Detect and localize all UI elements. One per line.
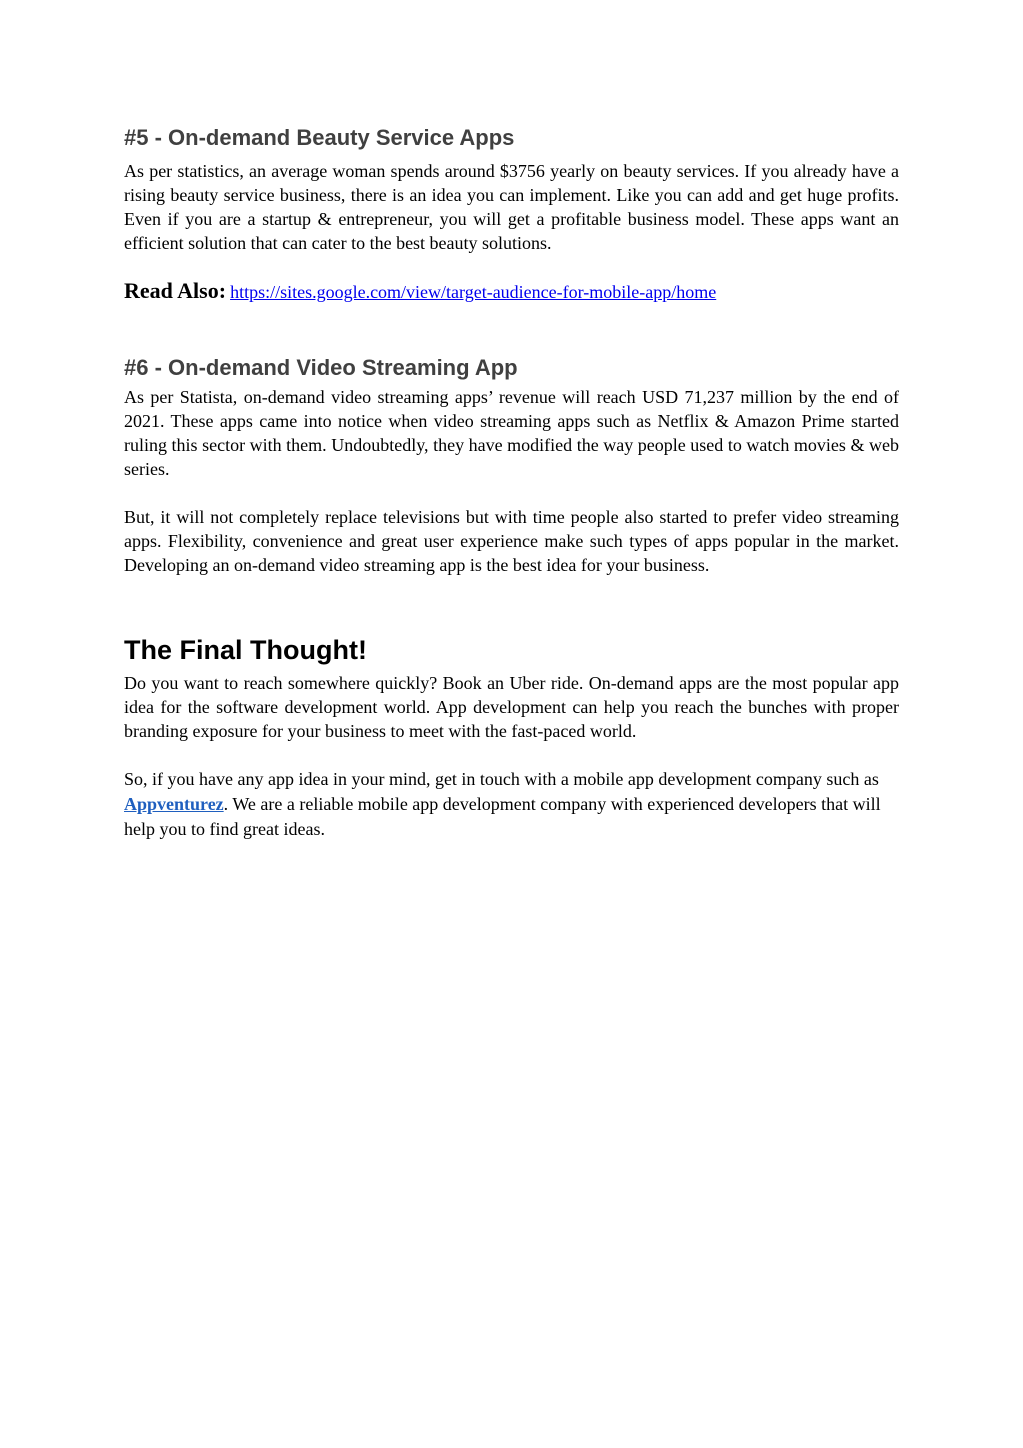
final-paragraph-1: Do you want to reach somewhere quickly? Book an Uber ride. On-demand apps are the most popular app idea for the software development world. App development can help you reach the bunches with proper branding exposure for your business to meet with the fast-paced world. [124,673,899,741]
read-also-link[interactable]: https://sites.google.com/view/target-audience-for-mobile-app/home [230,282,717,302]
final-thought-heading: The Final Thought! [124,635,367,665]
appventurez-link[interactable]: Appventurez [124,794,224,814]
read-also-label: Read Also: [124,278,227,303]
final-paragraph-2 [124,767,899,842]
final-paragraph-2-before: So, if you have any app idea in your mind, get in touch with a mobile app development company such as [124,769,879,789]
document-page [124,120,899,842]
final-paragraph-2-after: . We are a reliable mobile app development company with experienced developers that will help you to find great ideas. [124,794,881,839]
section-6-paragraph-1: As per Statista, on-demand video streaming apps’ revenue will reach USD 71,237 million by the end of 2021. These apps came into notice when video streaming apps such as Netflix & Amazon Prime started ruling this sector with them. Undoubtedly, they have modified the way people used to watch movies & web series. [124,387,899,479]
section-6-paragraph-2: But, it will not completely replace televisions but with time people also started to prefer video streaming apps. Flexibility, convenience and great user experience make such types of apps popular in the market. Developing an on-demand video streaming app is the best idea for your business. [124,507,899,575]
section-5-paragraph: As per statistics, an average woman spends around $3756 yearly on beauty services. If you already have a rising beauty service business, there is an idea you can implement. Like you can add and get huge profits. Even if you are a startup & entrepreneur, you will get a profitable business model. These apps want an efficient solution that can cater to the best beauty solutions. [124,161,899,253]
section-5-heading: #5 - On-demand Beauty Service Apps [124,125,515,150]
section-6-heading: #6 - On-demand Video Streaming App [124,355,518,380]
read-also-line [124,276,899,309]
